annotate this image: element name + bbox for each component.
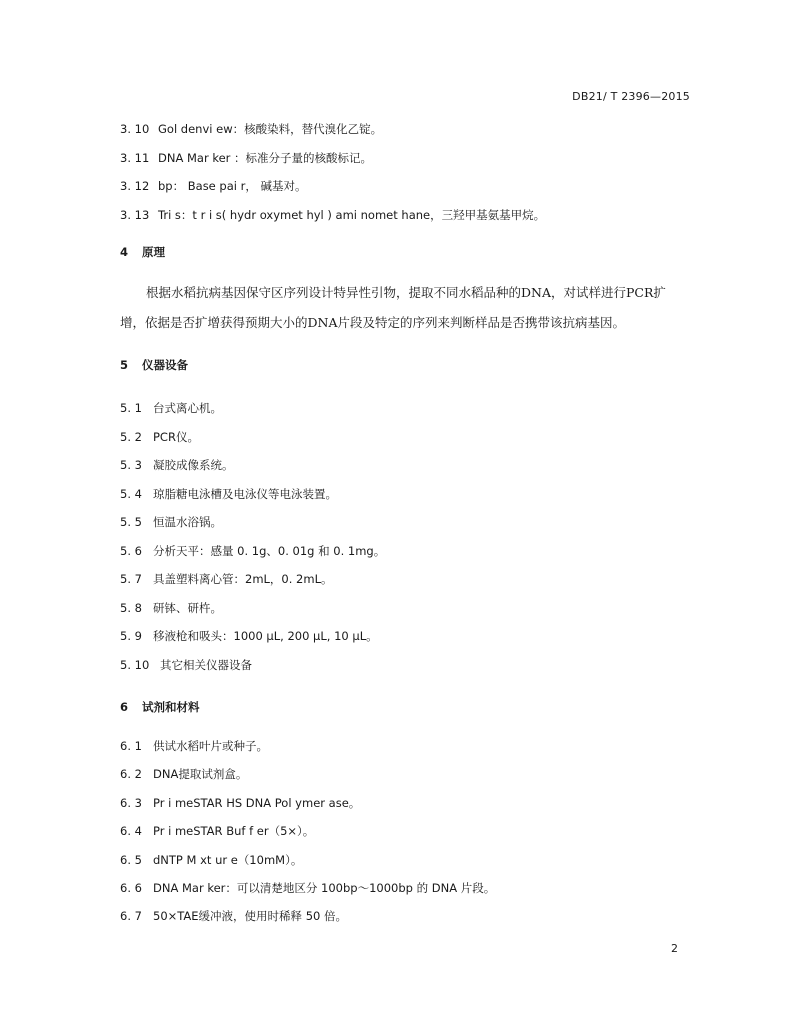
list-item (120, 657, 252, 673)
item-text: 琼脂糖电泳槽及电泳仪等电泳装置。 (153, 487, 337, 501)
item-text: 恒温水浴锅。 (153, 515, 222, 529)
item-number: 6. 2 (120, 767, 142, 781)
item-number: 3. 13 (120, 208, 150, 222)
list-item (120, 880, 495, 896)
item-number: 3. 10 (120, 122, 150, 136)
list-item (120, 178, 307, 194)
item-number: 5. 7 (120, 572, 142, 586)
item-text: 具盖塑料离心管：2mL，0. 2mL。 (153, 572, 333, 586)
list-item (120, 207, 545, 223)
list-item (120, 600, 222, 616)
item-text: DNA Mar ker：可以清楚地区分 100bp～1000bp 的 DNA 片段。 (153, 881, 496, 895)
list-item (120, 400, 222, 416)
item-number: 5. 4 (120, 487, 142, 501)
item-text: dNTP M xt ur e（10mM）。 (153, 853, 303, 867)
item-number: 6. 4 (120, 824, 142, 838)
item-text: 分析天平：感量 0. 1g、0. 01g 和 0. 1mg。 (153, 544, 386, 558)
document-code: DB21/ T 2396—2015 (572, 90, 690, 103)
item-number: 6. 1 (120, 739, 142, 753)
list-item (120, 908, 347, 924)
item-text: 50×TAE缓冲液，使用时稀释 50 倍。 (153, 909, 347, 923)
item-text: Gol denvi ew：核酸染料，替代溴化乙锭。 (158, 122, 383, 136)
list-item (120, 852, 302, 868)
list-item (120, 543, 385, 559)
item-text: 凝胶成像系统。 (153, 458, 234, 472)
item-number: 5. 1 (120, 401, 142, 415)
section-heading (120, 357, 188, 373)
list-item (120, 457, 234, 473)
list-item (120, 150, 372, 166)
section-number: 6 (120, 700, 129, 714)
item-text: DNA提取试剂盒。 (153, 767, 248, 781)
item-text: Pr i meSTAR HS DNA Pol ymer ase。 (153, 796, 361, 810)
item-text: 其它相关仪器设备 (160, 658, 252, 672)
section-number: 4 (120, 245, 129, 259)
section-heading (120, 699, 200, 715)
list-item (120, 121, 382, 137)
section-paragraph (120, 278, 690, 338)
list-item (120, 795, 360, 811)
item-number: 6. 7 (120, 909, 142, 923)
list-item (120, 486, 337, 502)
item-text: bp： Base pai r， 碱基对。 (158, 179, 307, 193)
item-number: 5. 8 (120, 601, 142, 615)
item-text: PCR仪。 (153, 430, 199, 444)
item-number: 6. 3 (120, 796, 142, 810)
list-item (120, 571, 332, 587)
item-number: 3. 12 (120, 179, 150, 193)
list-item (120, 766, 247, 782)
item-text: Tri s：t r i s( hydr oxymet hyl ) ami nomet hane，三羟甲基氨基甲烷。 (158, 208, 546, 222)
item-number: 5. 3 (120, 458, 142, 472)
list-item (120, 628, 378, 644)
item-number: 5. 9 (120, 629, 142, 643)
list-item (120, 738, 268, 754)
item-number: 5. 2 (120, 430, 142, 444)
item-text: DNA Mar ker ：标准分子量的核酸标记。 (158, 151, 373, 165)
section-title: 试剂和材料 (142, 700, 200, 714)
list-item (120, 823, 314, 839)
item-text: Pr i meSTAR Buf f er（5×）。 (153, 824, 315, 838)
list-item (120, 514, 222, 530)
item-text: 移液枪和吸头：1000 µL, 200 µL, 10 µL。 (153, 629, 378, 643)
item-number: 5. 10 (120, 658, 150, 672)
section-title: 仪器设备 (142, 358, 188, 372)
page-number: 2 (671, 942, 678, 955)
item-number: 6. 6 (120, 881, 142, 895)
item-number: 5. 6 (120, 544, 142, 558)
paragraph-text: 根据水稻抗病基因保守区序列设计特异性引物，提取不同水稻品种的DNA，对试样进行PCR扩增，依据是否扩增获得预期大小的DNA片段及特定的序列来判断样品是否携带该抗病基因。 (120, 285, 666, 330)
item-text: 台式离心机。 (153, 401, 222, 415)
item-number: 5. 5 (120, 515, 142, 529)
section-heading (120, 244, 165, 260)
item-number: 6. 5 (120, 853, 142, 867)
section-title: 原理 (142, 245, 165, 259)
item-text: 供试水稻叶片或种子。 (153, 739, 268, 753)
item-number: 3. 11 (120, 151, 150, 165)
section-number: 5 (120, 358, 129, 372)
item-text: 研钵、研杵。 (153, 601, 222, 615)
list-item (120, 429, 199, 445)
